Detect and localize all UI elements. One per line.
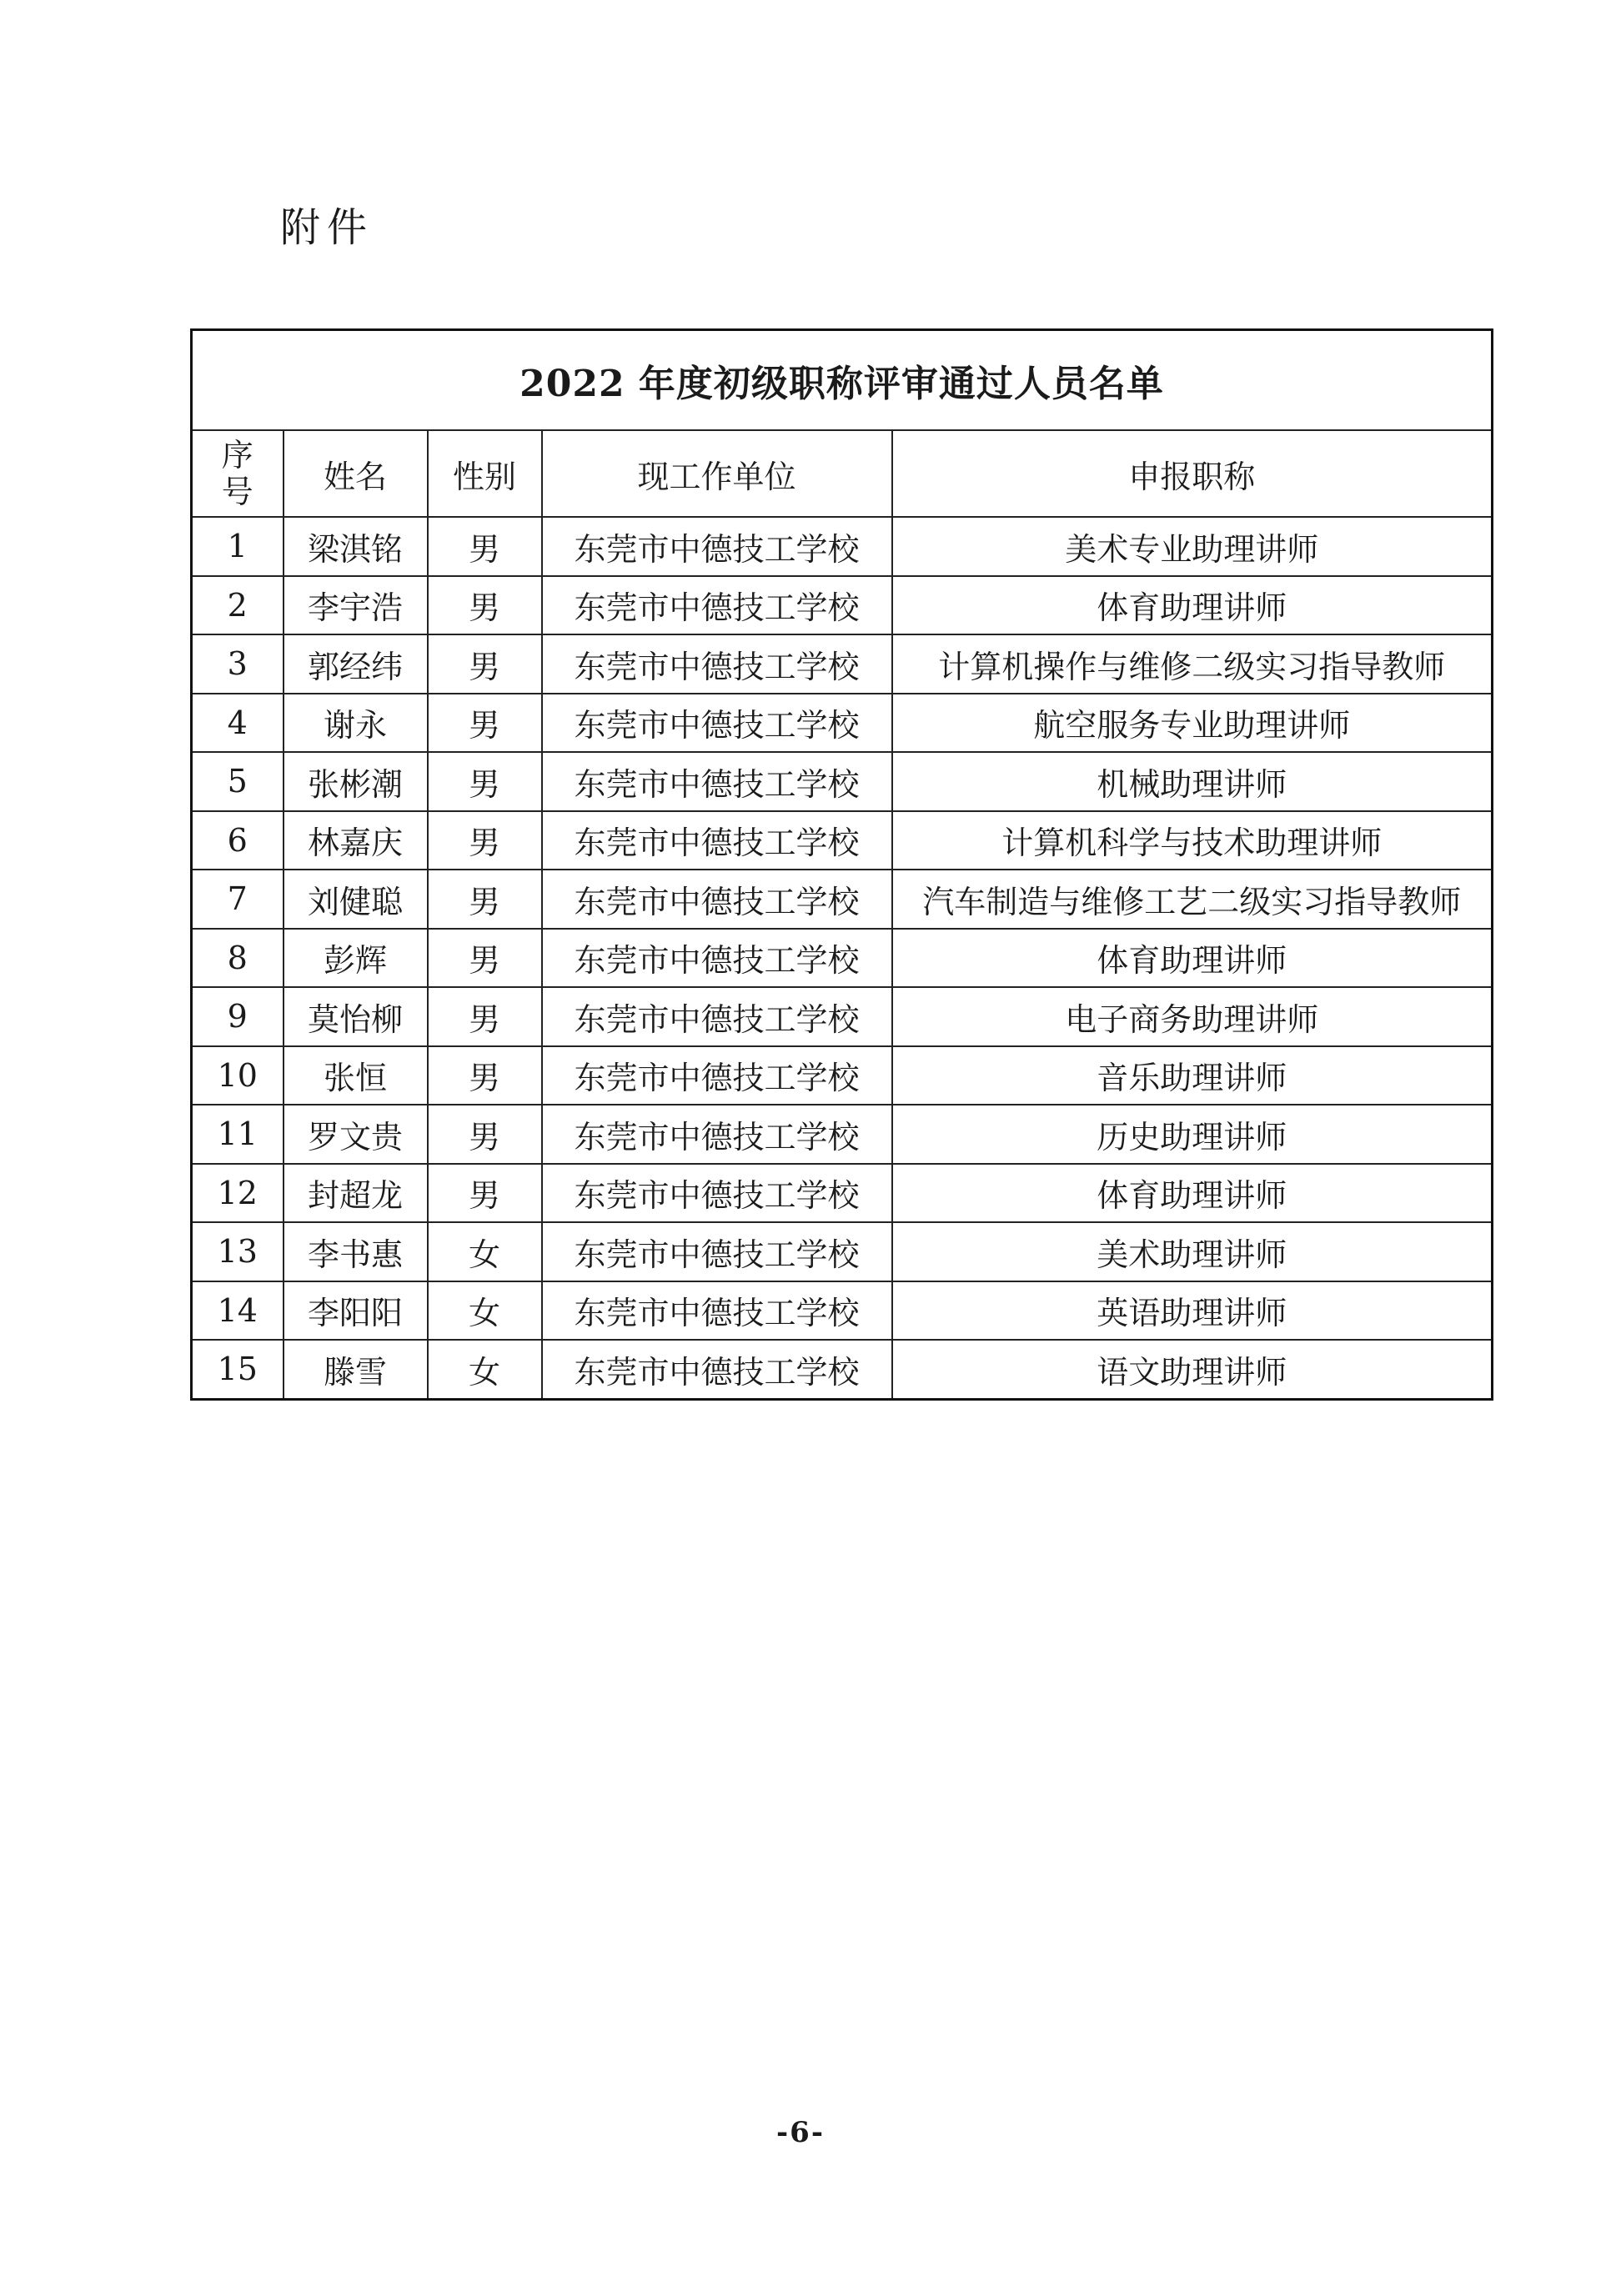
header-gender: 性别 bbox=[428, 430, 542, 517]
cell-seq: 9 bbox=[192, 987, 284, 1046]
cell-name: 李阳阳 bbox=[284, 1281, 428, 1341]
cell-name: 罗文贵 bbox=[284, 1105, 428, 1164]
table-row bbox=[192, 1222, 1493, 1281]
table-header-row bbox=[192, 430, 1493, 517]
table-row bbox=[192, 1164, 1493, 1223]
table-row bbox=[192, 694, 1493, 753]
cell-name: 郭经纬 bbox=[284, 634, 428, 694]
header-name: 姓名 bbox=[284, 430, 428, 517]
cell-title: 体育助理讲师 bbox=[892, 1164, 1493, 1223]
cell-seq: 5 bbox=[192, 752, 284, 811]
cell-gender: 男 bbox=[428, 576, 542, 635]
cell-title: 体育助理讲师 bbox=[892, 929, 1493, 988]
cell-gender: 男 bbox=[428, 752, 542, 811]
cell-employer: 东莞市中德技工学校 bbox=[542, 987, 892, 1046]
cell-title: 电子商务助理讲师 bbox=[892, 987, 1493, 1046]
table-row bbox=[192, 576, 1493, 635]
cell-employer: 东莞市中德技工学校 bbox=[542, 576, 892, 635]
cell-gender: 男 bbox=[428, 811, 542, 870]
table-row bbox=[192, 1340, 1493, 1399]
cell-seq: 13 bbox=[192, 1222, 284, 1281]
header-title: 申报职称 bbox=[892, 430, 1493, 517]
cell-employer: 东莞市中德技工学校 bbox=[542, 1222, 892, 1281]
cell-employer: 东莞市中德技工学校 bbox=[542, 1105, 892, 1164]
cell-gender: 女 bbox=[428, 1281, 542, 1341]
page-number: -6- bbox=[776, 2116, 825, 2149]
cell-name: 封超龙 bbox=[284, 1164, 428, 1223]
cell-name: 滕雪 bbox=[284, 1340, 428, 1399]
cell-gender: 男 bbox=[428, 517, 542, 576]
cell-name: 李宇浩 bbox=[284, 576, 428, 635]
cell-name: 李书惠 bbox=[284, 1222, 428, 1281]
cell-seq: 7 bbox=[192, 870, 284, 929]
cell-employer: 东莞市中德技工学校 bbox=[542, 1046, 892, 1105]
cell-title: 机械助理讲师 bbox=[892, 752, 1493, 811]
cell-gender: 男 bbox=[428, 929, 542, 988]
cell-gender: 男 bbox=[428, 1046, 542, 1105]
cell-name: 张彬潮 bbox=[284, 752, 428, 811]
cell-title: 汽车制造与维修工艺二级实习指导教师 bbox=[892, 870, 1493, 929]
cell-seq: 2 bbox=[192, 576, 284, 635]
cell-title: 体育助理讲师 bbox=[892, 576, 1493, 635]
cell-seq: 1 bbox=[192, 517, 284, 576]
table-row bbox=[192, 517, 1493, 576]
cell-gender: 男 bbox=[428, 634, 542, 694]
cell-gender: 男 bbox=[428, 1164, 542, 1223]
cell-name: 彭辉 bbox=[284, 929, 428, 988]
cell-gender: 男 bbox=[428, 694, 542, 753]
attachment-label: 附件 bbox=[280, 204, 374, 251]
table-row bbox=[192, 987, 1493, 1046]
cell-employer: 东莞市中德技工学校 bbox=[542, 752, 892, 811]
cell-seq: 14 bbox=[192, 1281, 284, 1341]
cell-seq: 15 bbox=[192, 1340, 284, 1399]
cell-title: 音乐助理讲师 bbox=[892, 1046, 1493, 1105]
cell-employer: 东莞市中德技工学校 bbox=[542, 929, 892, 988]
cell-name: 莫怡柳 bbox=[284, 987, 428, 1046]
table-row bbox=[192, 1281, 1493, 1341]
cell-title: 英语助理讲师 bbox=[892, 1281, 1493, 1341]
header-seq bbox=[192, 430, 284, 517]
cell-seq: 8 bbox=[192, 929, 284, 988]
cell-gender: 男 bbox=[428, 987, 542, 1046]
cell-seq: 10 bbox=[192, 1046, 284, 1105]
cell-name: 张恒 bbox=[284, 1046, 428, 1105]
cell-name: 梁淇铭 bbox=[284, 517, 428, 576]
cell-seq: 6 bbox=[192, 811, 284, 870]
cell-title: 语文助理讲师 bbox=[892, 1340, 1493, 1399]
cell-title: 美术专业助理讲师 bbox=[892, 517, 1493, 576]
cell-seq: 11 bbox=[192, 1105, 284, 1164]
cell-name: 谢永 bbox=[284, 694, 428, 753]
cell-employer: 东莞市中德技工学校 bbox=[542, 634, 892, 694]
cell-title: 美术助理讲师 bbox=[892, 1222, 1493, 1281]
cell-employer: 东莞市中德技工学校 bbox=[542, 1340, 892, 1399]
cell-employer: 东莞市中德技工学校 bbox=[542, 1164, 892, 1223]
cell-title: 计算机操作与维修二级实习指导教师 bbox=[892, 634, 1493, 694]
cell-seq: 4 bbox=[192, 694, 284, 753]
table-row bbox=[192, 1105, 1493, 1164]
cell-employer: 东莞市中德技工学校 bbox=[542, 870, 892, 929]
cell-gender: 男 bbox=[428, 870, 542, 929]
table-row bbox=[192, 1046, 1493, 1105]
cell-gender: 女 bbox=[428, 1340, 542, 1399]
table-row bbox=[192, 929, 1493, 988]
cell-employer: 东莞市中德技工学校 bbox=[542, 1281, 892, 1341]
cell-gender: 女 bbox=[428, 1222, 542, 1281]
table-row bbox=[192, 752, 1493, 811]
cell-title: 航空服务专业助理讲师 bbox=[892, 694, 1493, 753]
cell-name: 刘健聪 bbox=[284, 870, 428, 929]
cell-employer: 东莞市中德技工学校 bbox=[542, 811, 892, 870]
header-seq-label: 序号 bbox=[221, 437, 253, 510]
cell-title: 历史助理讲师 bbox=[892, 1105, 1493, 1164]
cell-seq: 3 bbox=[192, 634, 284, 694]
table-title: 2022 年度初级职称评审通过人员名单 bbox=[192, 330, 1493, 431]
cell-employer: 东莞市中德技工学校 bbox=[542, 517, 892, 576]
table-row bbox=[192, 634, 1493, 694]
cell-seq: 12 bbox=[192, 1164, 284, 1223]
cell-name: 林嘉庆 bbox=[284, 811, 428, 870]
table-row bbox=[192, 870, 1493, 929]
personnel-table bbox=[190, 328, 1493, 1401]
table-row bbox=[192, 811, 1493, 870]
cell-gender: 男 bbox=[428, 1105, 542, 1164]
cell-title: 计算机科学与技术助理讲师 bbox=[892, 811, 1493, 870]
cell-employer: 东莞市中德技工学校 bbox=[542, 694, 892, 753]
header-employer: 现工作单位 bbox=[542, 430, 892, 517]
